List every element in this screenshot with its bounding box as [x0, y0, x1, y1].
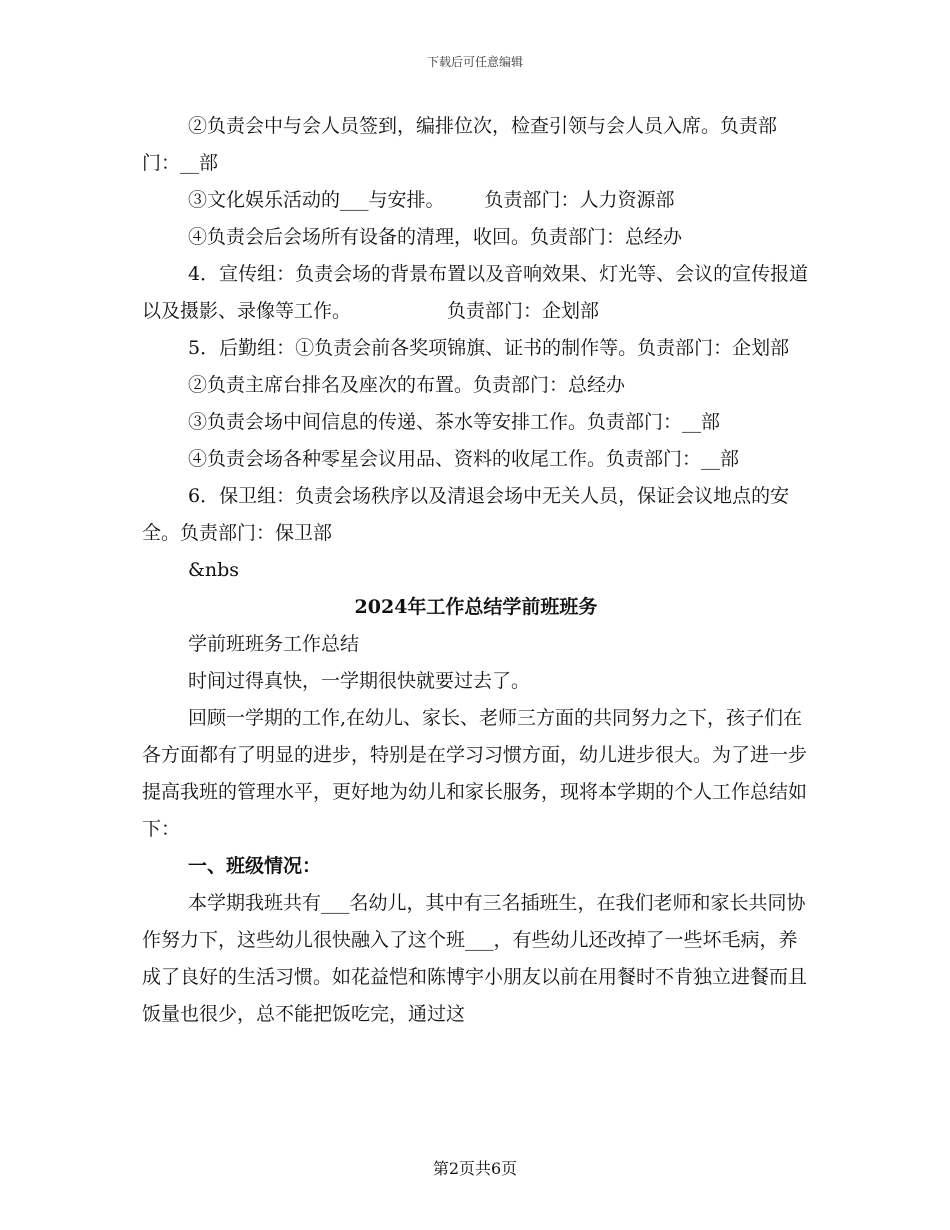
paragraph: ②负责主席台排名及座次的布置。负责部门：总经办 [188, 374, 626, 396]
paragraph-text: 4．宣传组：负责会场的背景布置以及音响效果、灯光等、会议的宣传报道以及摄影、录像等工作。 [142, 263, 809, 322]
paragraph: ②负责会中与会人员签到，编排位次，检查引领与会人员入席。负责部门：__部 [142, 115, 778, 174]
paragraph: 6．保卫组：负责会场秩序以及清退会场中无关人员，保证会议地点的安全。负责部门：保卫部 [142, 485, 790, 544]
document-body [142, 108, 810, 1033]
paragraph [142, 256, 810, 330]
paragraph [142, 182, 810, 219]
paragraph: 本学期我班共有___名幼儿，其中有三名插班生，在我们老师和家长共同协作努力下，这些幼儿很快融入了这个班___，有些幼儿还改掉了一些坏毛病，养成了良好的生活习惯。如花益恺和陈博宇小朋友以前在用餐时不肯独立进餐而且饭量也很少，总不能把饭吃完，通过这 [142, 892, 808, 1025]
section-heading: 一、班级情况： [188, 855, 322, 877]
paragraph: 学前班班务工作总结 [188, 633, 360, 655]
paragraph: 5．后勤组：①负责会前各奖项锦旗、证书的制作等。负责部门：企划部 [188, 337, 790, 359]
paragraph: 回顾一学期的工作,在幼儿、家长、老师三方面的共同努力之下，孩子们在各方面都有了明显的进步，特别是在学习习惯方面，幼儿进步很大。为了进一步提高我班的管理水平，更好地为幼儿和家长服务，现将本学期的个人工作总结如下： [142, 707, 808, 840]
paragraph: ④负责会场各种零星会议用品、资料的收尾工作。负责部门：__部 [188, 448, 740, 470]
header-note: 下载后可任意编辑 [426, 55, 523, 69]
paragraph-text: 负责部门：企划部 [447, 300, 600, 322]
paragraph: ③负责会场中间信息的传递、茶水等安排工作。负责部门：__部 [188, 411, 721, 433]
paragraph-text: ③文化娱乐活动的___与安排。 [188, 189, 445, 211]
paragraph: 时间过得真快，一学期很快就要过去了。 [188, 670, 531, 692]
paragraph-text: 负责部门：人力资源部 [484, 189, 675, 211]
paragraph: &nbs [188, 559, 240, 581]
paragraph: ④负责会后会场所有设备的清理，收回。负责部门：总经办 [188, 226, 683, 248]
section-title: 2024年工作总结学前班班务 [354, 596, 598, 618]
page-number: 第2页共6页 [432, 1159, 518, 1178]
